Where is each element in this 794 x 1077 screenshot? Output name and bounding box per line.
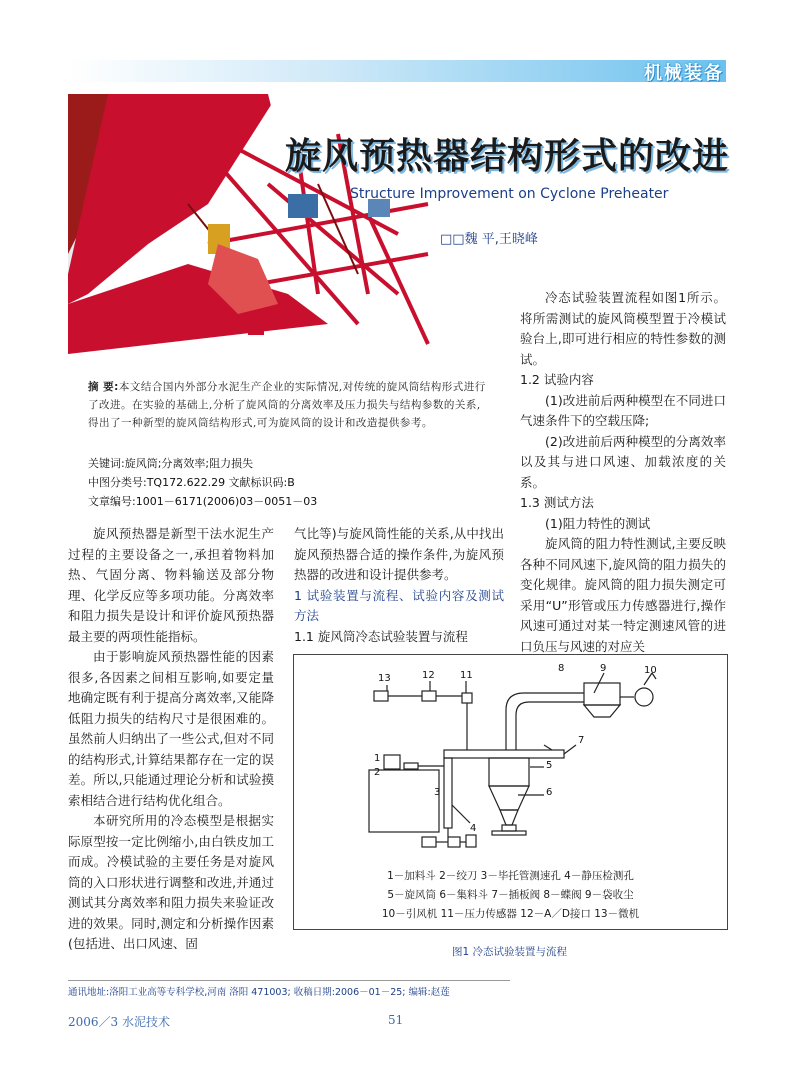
- figure-label: 2: [374, 767, 381, 778]
- figure-label: 10: [644, 665, 657, 676]
- figure-label: 5: [546, 760, 553, 771]
- subsection-heading: 1.1 旋风筒冷态试验装置与流程: [294, 628, 468, 644]
- body-paragraph: (1)改进前后两种模型在不同进口气速条件下的空载压降;: [520, 392, 726, 428]
- article-number: 文章编号:1001－6171(2006)03－0051－03: [88, 495, 318, 508]
- body-paragraph: (2)改进前后两种模型的分离效率以及其与进口风速、加载浓度的关系。: [520, 433, 726, 490]
- authors: □□魏 平,王晓峰: [440, 232, 538, 247]
- figure-label: 13: [378, 673, 391, 684]
- figure-label: 3: [434, 787, 441, 798]
- article-subtitle: Structure Improvement on Cyclone Preheater: [350, 186, 669, 202]
- figure-1: [293, 654, 728, 930]
- body-paragraph: 气比等)与旋风筒性能的关系,从中找出旋风预热器合适的操作条件,为旋风预热器的改进和设计提供参考。: [294, 526, 504, 582]
- body-paragraph: 由于影响旋风预热器性能的因素很多,各因素之间相互影响,如要定量地确定既有利于提高分离效率,又能降低阻力损失的结构尺寸是很困难的。虽然前人归纳出了一些公式,但对不同的结构形式,计算结果都存在一定的误差。所以,只能通过理论分析和试验摸索相结合进行结构优化组合。: [68, 649, 274, 808]
- body-column-right: [520, 288, 726, 657]
- header-bar: [68, 60, 726, 82]
- figure-label: 12: [422, 670, 435, 681]
- figure-label: 6: [546, 787, 553, 798]
- subsection-heading: 1.2 试验内容: [520, 372, 594, 387]
- body-column-middle: [294, 524, 504, 647]
- figure-label: 4: [470, 823, 477, 834]
- body-paragraph: 旋风预热器是新型干法水泥生产过程的主要设备之一,承担着物料加热、气固分离、物料输送及部分物理、化学反应等多项功能。分离效率和阻力损失是设计和评价旋风预热器最主要的两项性能指标。: [68, 526, 274, 644]
- body-paragraph: 冷态试验装置流程如图1所示。将所需测试的旋风筒模型置于冷模试验台上,即可进行相应的特性参数的测试。: [520, 290, 726, 367]
- classification: 中图分类号:TQ172.622.29 文献标识码:B: [88, 476, 295, 489]
- footnote-rule: [68, 980, 510, 981]
- body-paragraph: 本研究所用的冷态模型是根据实际原型按一定比例缩小,由白铁皮加工而成。冷模试验的主要任务是对旋风筒的入口形状进行调整和改进,并通过测试其分离效率和阻力损失来验证改进的效果。同时,测定和分析操作因素(包括进、出口风速、固: [68, 813, 274, 951]
- body-column-left: [68, 524, 274, 955]
- figure-label: 11: [460, 670, 473, 681]
- figure-label: 8: [558, 663, 565, 674]
- legend-line: 5－旋风筒 6－集料斗 7－插板阀 8－蝶阀 9－袋收尘: [387, 889, 634, 901]
- footnote: 通讯地址:洛阳工业高等专科学校,河南 洛阳 471003; 收稿日期:2006－01－25; 编辑:赵莲: [68, 987, 450, 998]
- legend-line: 10－引风机 11－压力传感器 12－A／D接口 13－微机: [381, 908, 640, 920]
- abstract: [88, 378, 488, 432]
- subsection-heading: 1.3 测试方法: [520, 495, 594, 510]
- abstract-text: 本文结合国内外部分水泥生产企业的实际情况,对传统的旋风筒结构形式进行了改进。在实验的基础上,分析了旋风筒的分离效率及压力损失与结构参数的关系,得出了一种新型的旋风筒结构形式,可为旋风筒的设计和改造提供参考。: [88, 381, 486, 429]
- article-title: 旋风预热器结构形式的改进: [285, 136, 730, 177]
- keywords: 关键词:旋风筒;分离效率;阻力损失: [88, 457, 254, 470]
- figure-caption: 图1 冷态试验装置与流程: [451, 946, 568, 958]
- figure-label: 7: [578, 735, 585, 746]
- abstract-label: 摘 要:: [88, 381, 119, 393]
- section-heading: 1 试验装置与流程、试验内容及测试方法: [294, 587, 504, 623]
- legend-line: 1－加料斗 2－绞刀 3－毕托管测速孔 4－静压检测孔: [387, 870, 634, 882]
- body-paragraph: (1)阻力特性的测试: [545, 515, 651, 531]
- figure-legend: [294, 868, 727, 921]
- body-paragraph: 旋风筒的阻力特性测试,主要反映各种不同风速下,旋风筒的阻力损失的变化规律。旋风筒的阻力损失测定可采用“U”形管或压力传感器进行,操作风速可通过对某一特定测速风管的进口负压与风速的对应关: [520, 536, 726, 654]
- figure-label: 1: [374, 753, 381, 764]
- page-number: 51: [388, 1013, 404, 1027]
- figure-label: 9: [600, 663, 607, 674]
- apparatus-diagram: [294, 655, 727, 865]
- section-label: 机械装备: [644, 63, 724, 84]
- journal-issue: 2006／3 水泥技术: [68, 1015, 170, 1029]
